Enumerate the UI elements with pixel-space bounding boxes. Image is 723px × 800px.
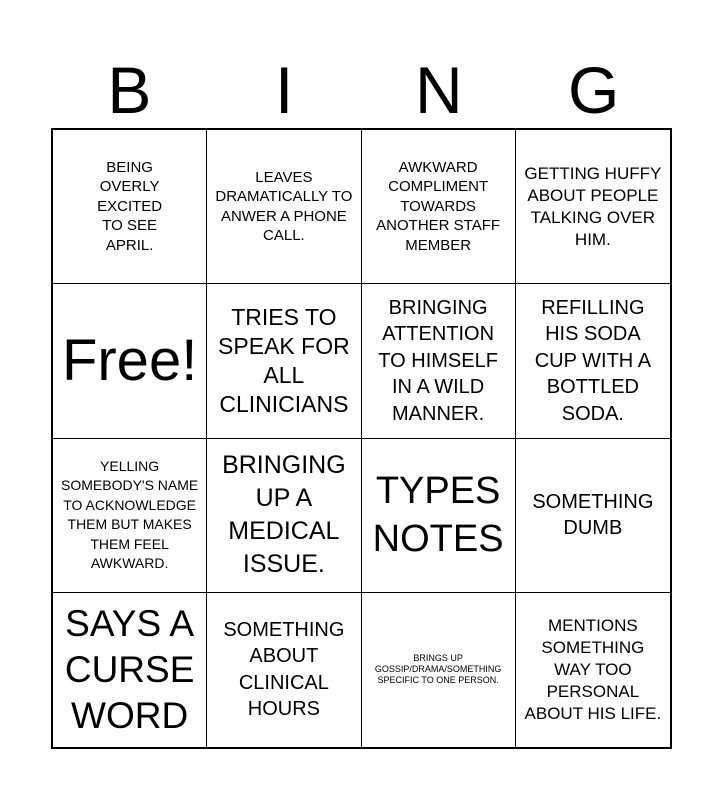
header-letter-g: G: [567, 53, 620, 127]
bingo-cell-free[interactable]: [53, 284, 207, 438]
header-letter-b: B: [107, 53, 152, 127]
bingo-cell-r3c2[interactable]: [207, 439, 361, 593]
bingo-cell-r1c4[interactable]: [516, 130, 670, 284]
bingo-cell-r4c1[interactable]: [53, 593, 207, 747]
bingo-cell-text: SAYS A CURSE WORD: [64, 602, 195, 736]
bingo-cell-r2c2[interactable]: [207, 284, 361, 438]
header-letter-i: I: [274, 53, 294, 127]
header-letter-n: N: [415, 53, 463, 127]
bingo-cell-text: Free!: [61, 327, 198, 393]
bingo-cell-r3c3[interactable]: [362, 439, 516, 593]
bingo-cell-text: BEING OVERLY EXCITED TO SEE APRIL.: [97, 158, 163, 254]
bingo-cell-text: MENTIONS SOMETHING WAY TOO PERSONAL ABOUT HIS LIFE.: [524, 615, 662, 723]
bingo-cell-text: TYPES NOTES: [372, 470, 504, 561]
bingo-cell-text: GETTING HUFFY ABOUT PEOPLE TALKING OVER HIM.: [524, 163, 662, 249]
bingo-cell-text: YELLING SOMEBODY'S NAME TO ACKNOWLEDGE THEM BUT MAKES THEM FEEL AWKWARD.: [61, 457, 199, 572]
bingo-grid: [51, 128, 672, 749]
bingo-cell-r2c4[interactable]: [516, 284, 670, 438]
bingo-cell-text: SOMETHING DUMB: [532, 490, 654, 540]
bingo-cell-r1c1[interactable]: [53, 130, 207, 284]
bingo-cell-r1c3[interactable]: [362, 130, 516, 284]
bingo-cell-text: LEAVES DRAMATICALLY TO ANWER A PHONE CALL.: [215, 168, 353, 245]
bingo-cell-r4c2[interactable]: [207, 593, 361, 747]
bingo-cell-r3c4[interactable]: [516, 439, 670, 593]
bingo-cell-r1c2[interactable]: [207, 130, 361, 284]
bingo-cell-text: BRINGING UP A MEDICAL ISSUE.: [222, 451, 346, 579]
bingo-cell-r4c3[interactable]: [362, 593, 516, 747]
bingo-cell-r4c4[interactable]: [516, 593, 670, 747]
bingo-cell-text: REFILLING HIS SODA CUP WITH A BOTTLED SODA.: [534, 296, 652, 425]
bingo-cell-text: SOMETHING ABOUT CLINICAL HOURS: [223, 618, 345, 721]
bingo-cell-r2c3[interactable]: [362, 284, 516, 438]
bingo-cell-text: AWKWARD COMPLIMENT TOWARDS ANOTHER STAFF MEMBER: [376, 158, 501, 254]
bingo-cell-text: BRINGS UP GOSSIP/DRAMA/SOMETHING SPECIFIC TO ONE PERSON.: [374, 653, 502, 686]
bingo-cell-text: BRINGING ATTENTION TO HIMSELF IN A WILD MANNER.: [378, 296, 498, 425]
bingo-cell-r3c1[interactable]: [53, 439, 207, 593]
bingo-header: [52, 52, 671, 128]
bingo-cell-text: TRIES TO SPEAK FOR ALL CLINICIANS: [218, 303, 350, 417]
